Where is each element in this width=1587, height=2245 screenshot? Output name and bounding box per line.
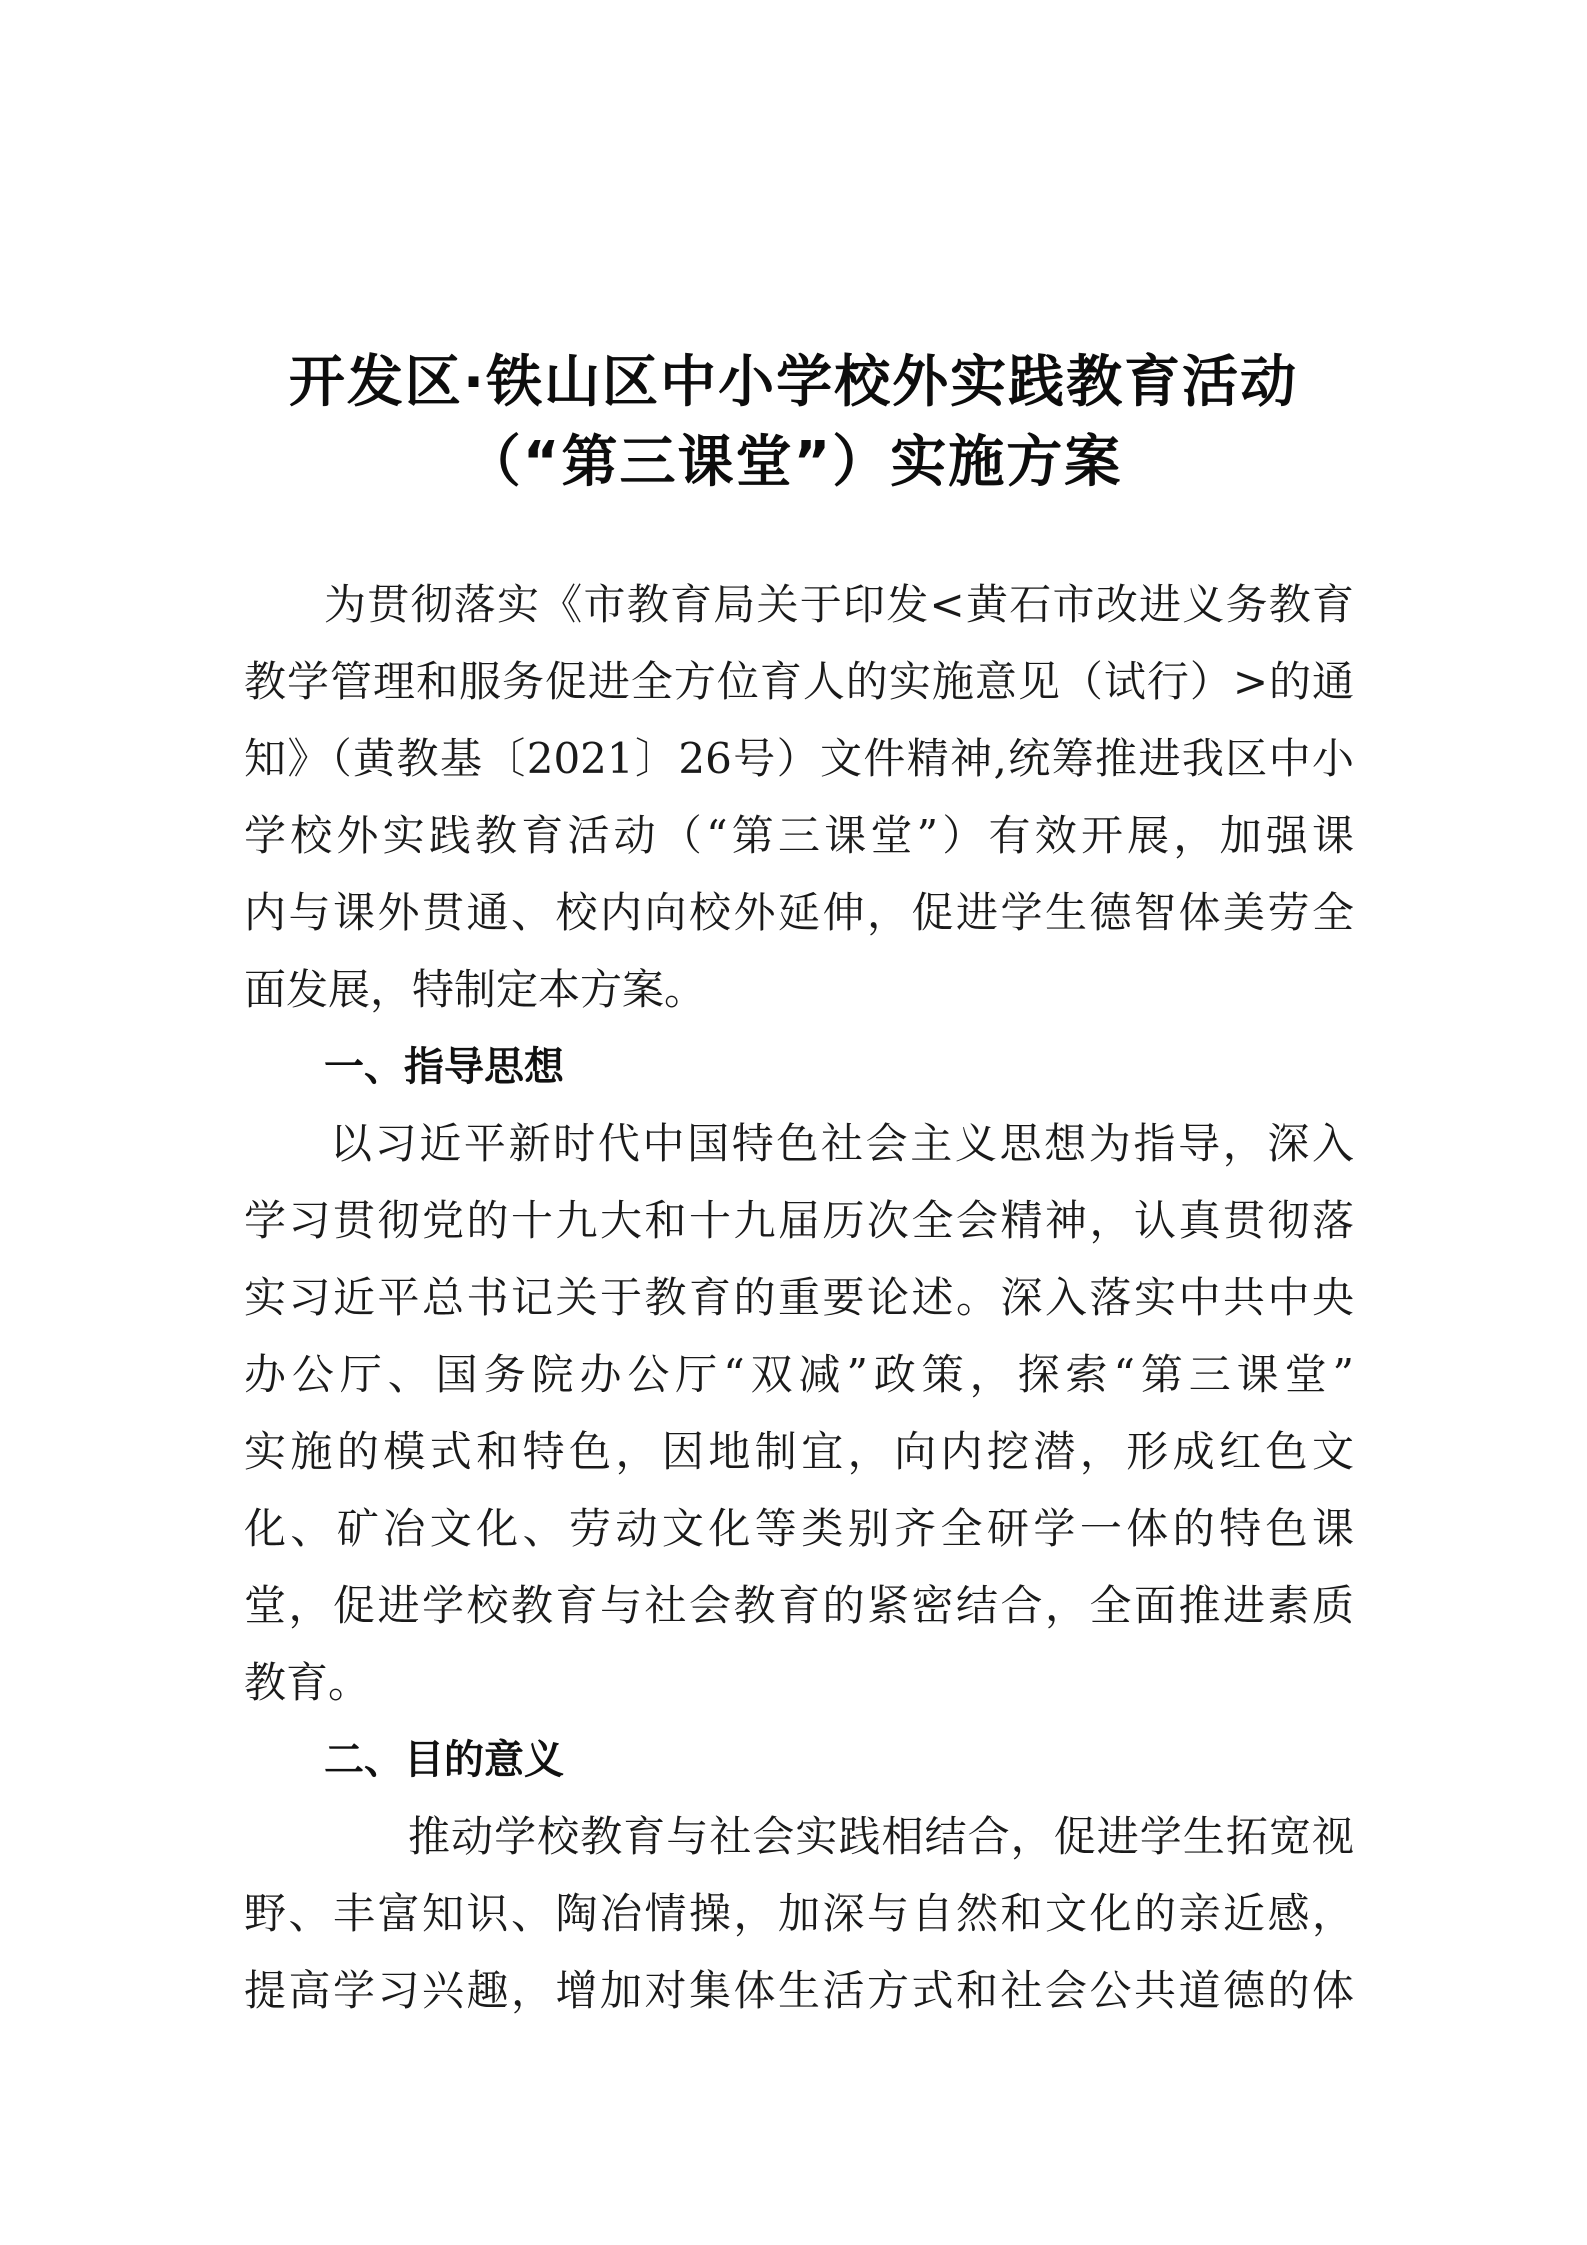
section1-line: 实施的模式和特色，因地制宜，向内挖潜，形成红色文 (244, 1427, 1354, 1476)
section2-line: 提高学习兴趣，增加对集体生活方式和社会公共道德的体 (244, 1966, 1354, 2015)
section2-line: 推动学校教育与社会实践相结合，促进学生拓宽视 (408, 1812, 1354, 1861)
intro-line: 内与课外贯通、校内向校外延伸，促进学生德智体美劳全 (244, 888, 1354, 937)
document-title-line-1: 开发区·铁山区中小学校外实践教育活动 (288, 350, 1299, 415)
intro-line: 学校外实践教育活动（“第三课堂”）有效开展，加强课 (244, 811, 1354, 860)
section-heading-purpose: 二、目的意义 (324, 1737, 564, 1783)
section1-line: 化、矿冶文化、劳动文化等类别齐全研学一体的特色课 (244, 1504, 1354, 1553)
intro-line: 面发展，特制定本方案。 (244, 965, 707, 1014)
section1-line: 学习贯彻党的十九大和十九届历次全会精神，认真贯彻落 (244, 1196, 1354, 1245)
section1-line: 实习近平总书记关于教育的重要论述。深入落实中共中央 (244, 1273, 1354, 1322)
document-title-line-2: （“第三课堂”）实施方案 (464, 430, 1123, 495)
intro-line: 教学管理和服务促进全方位育人的实施意见（试行）>的通 (244, 657, 1354, 706)
intro-line: 为贯彻落实《市教育局关于印发<黄石市改进义务教育 (324, 580, 1354, 629)
intro-line: 知》（黄教基〔2021〕26号）文件精神,统筹推进我区中小 (244, 734, 1354, 783)
section-heading-guiding-ideology: 一、指导思想 (324, 1044, 564, 1090)
section1-line: 以习近平新时代中国特色社会主义思想为指导，深入 (330, 1119, 1354, 1168)
section1-line: 办公厅、国务院办公厅“双减”政策，探索“第三课堂” (244, 1350, 1354, 1399)
section1-line: 教育。 (244, 1658, 371, 1707)
section1-line: 堂，促进学校教育与社会教育的紧密结合，全面推进素质 (244, 1581, 1354, 1630)
section2-line: 野、丰富知识、陶冶情操，加深与自然和文化的亲近感， (244, 1889, 1354, 1938)
